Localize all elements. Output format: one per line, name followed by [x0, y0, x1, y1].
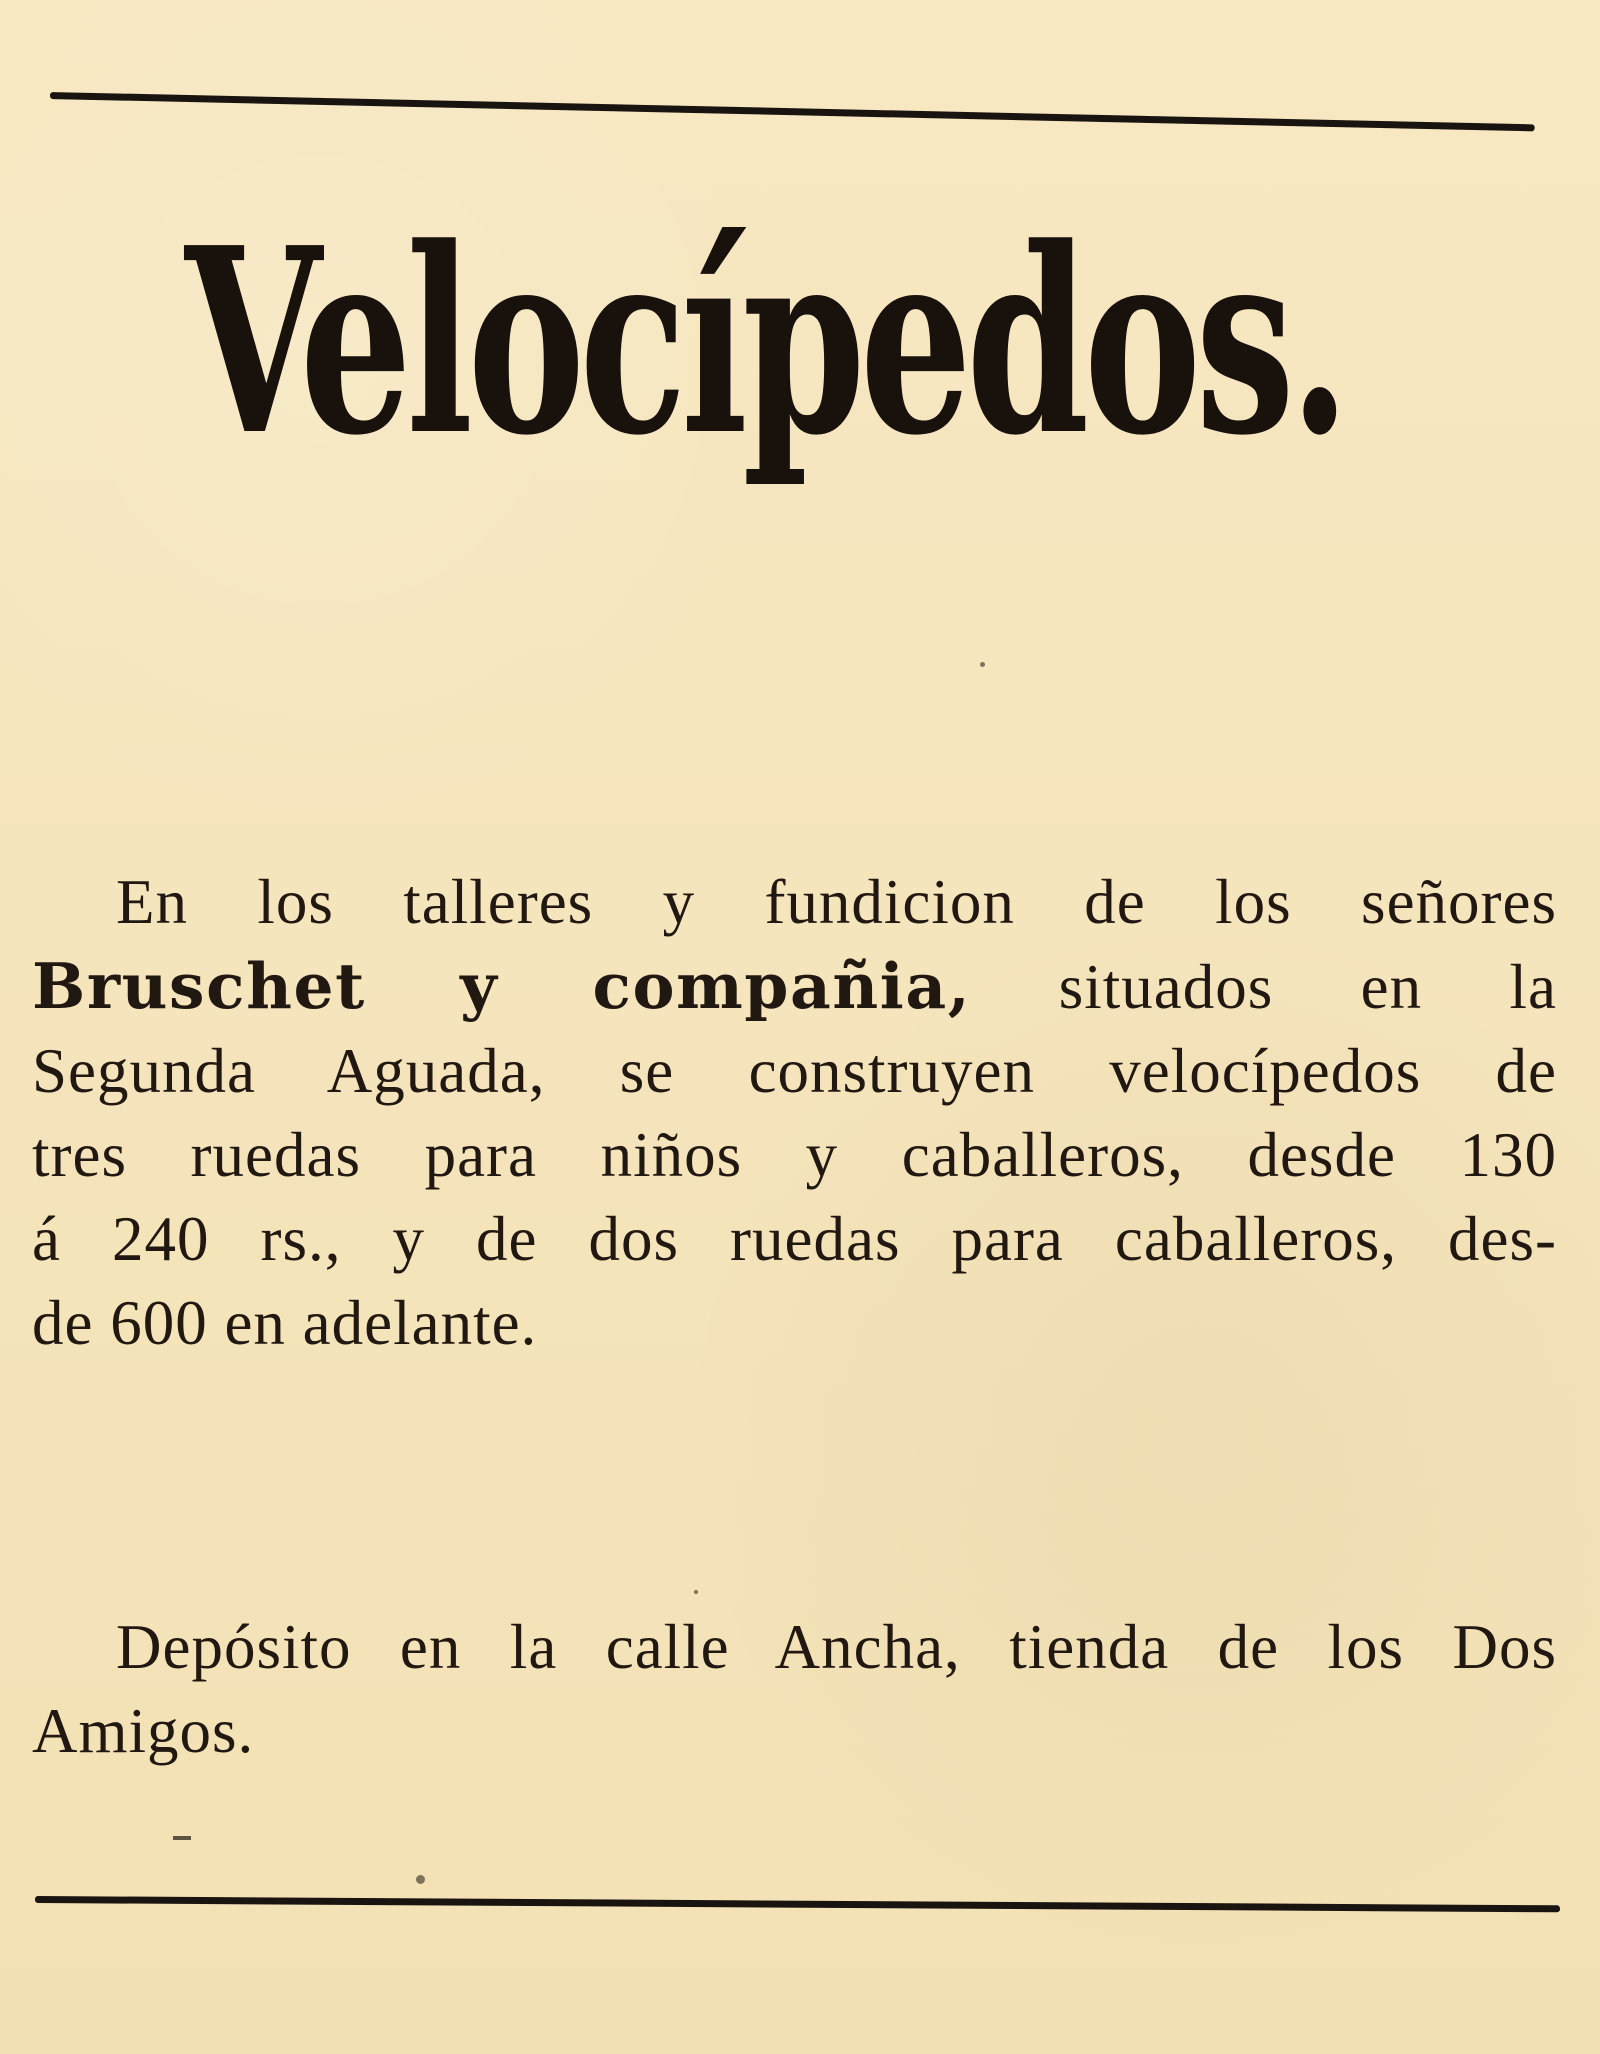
- bottom-divider: [35, 1896, 1560, 1912]
- print-mark: [173, 1836, 191, 1840]
- ink-speck: [416, 1875, 425, 1884]
- paragraph-line: En los talleres y fundicion de los señores: [116, 867, 1557, 937]
- paragraph-line-remainder: situados en la: [1058, 952, 1558, 1022]
- ink-speck: [980, 662, 985, 667]
- ink-speck: [694, 1590, 698, 1594]
- top-divider: [50, 92, 1535, 131]
- description-paragraph: [32, 860, 1557, 1365]
- paragraph-line: Amigos.: [32, 1696, 255, 1766]
- paragraph-line: á 240 rs., y de dos ruedas para caballeros, des-: [32, 1204, 1557, 1274]
- advertisement-title: Velocípedos.: [185, 193, 1345, 492]
- paragraph-line: [32, 944, 1557, 1029]
- paragraph-line: tres ruedas para niños y caballeros, desde 130: [32, 1120, 1557, 1190]
- paragraph-line: Depósito en la calle Ancha, tienda de los Dos: [116, 1612, 1557, 1682]
- paragraph-line: de 600 en adelante.: [32, 1288, 538, 1358]
- deposit-paragraph: [32, 1605, 1557, 1773]
- company-name: Bruschet y compañia,: [32, 949, 972, 1023]
- paragraph-line: Segunda Aguada, se construyen velocípedos de: [32, 1036, 1557, 1106]
